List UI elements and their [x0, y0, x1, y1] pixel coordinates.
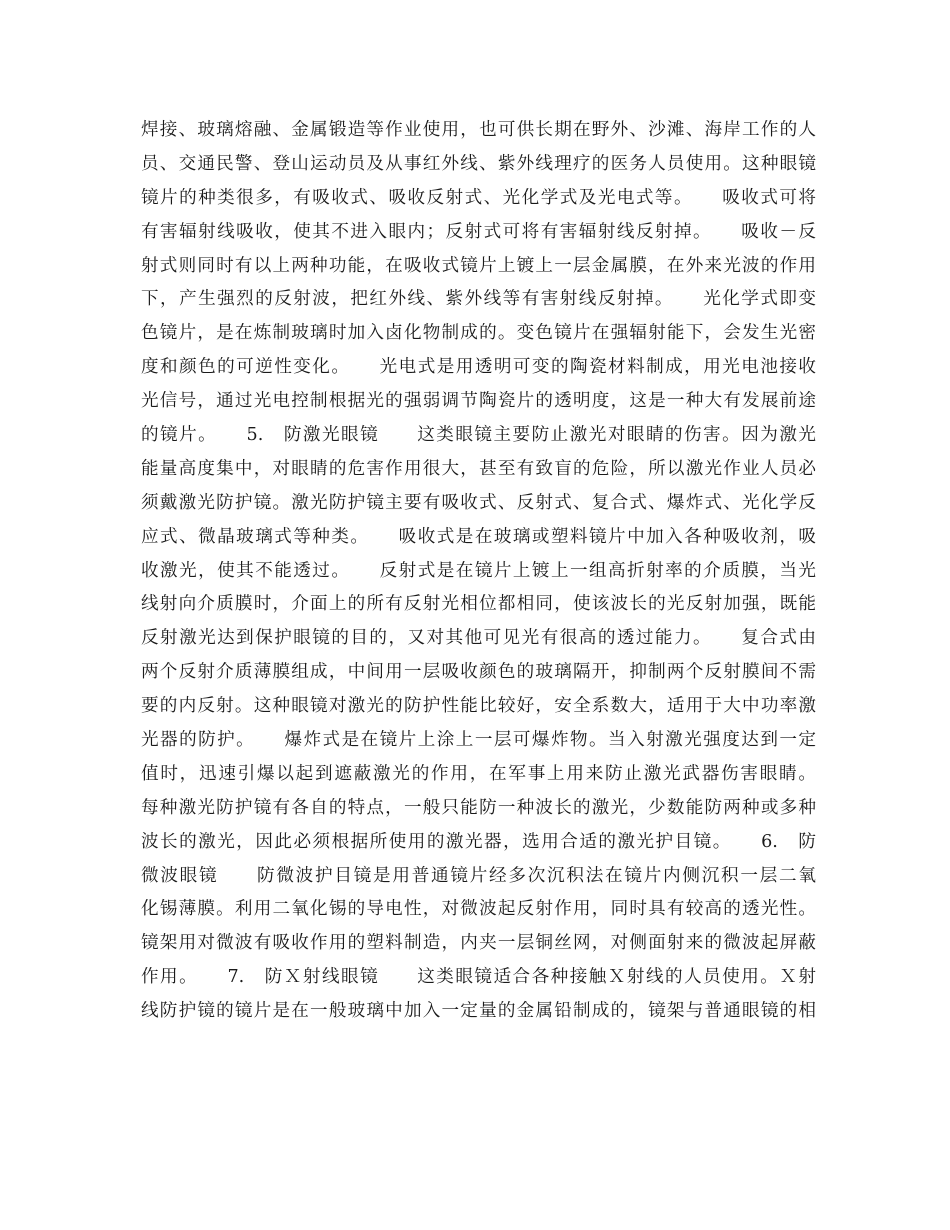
text-line: 应式、微晶玻璃式等种类。 吸收式是在玻璃或塑料镜片中加入各种吸收剂，吸	[141, 526, 816, 547]
text-line: 能量高度集中，对眼睛的危害作用很大，甚至有致盲的危险，所以激光作业人员必	[141, 458, 816, 479]
text-line: 线防护镜的镜片是在一般玻璃中加入一定量的金属铅制成的，镜架与普通眼镜的相	[141, 1001, 816, 1022]
text-line: 光信号，通过光电控制根据光的强弱调节陶瓷片的透明度，这是一种大有发展前途	[141, 391, 816, 412]
text-line: 度和颜色的可逆性变化。 光电式是用透明可变的陶瓷材料制成，用光电池接收	[141, 357, 816, 378]
text-line: 微波眼镜 防微波护目镜是用普通镜片经多次沉积法在镜片内侧沉积一层二氧	[141, 865, 816, 886]
text-line: 线射向介质膜时，介面上的所有反射光相位都相同，使该波长的光反射加强，既能	[141, 594, 816, 615]
text-line: 收激光，使其不能透过。 反射式是在镜片上镀上一组高折射率的介质膜，当光	[141, 560, 816, 581]
text-line: 作用。 7. 防Ｘ射线眼镜 这类眼镜适合各种接触Ｘ射线的人员使用。Ｘ射	[141, 967, 816, 988]
text-line: 焊接、玻璃熔融、金属锻造等作业使用，也可供长期在野外、沙滩、海岸工作的人	[141, 120, 816, 140]
text-line: 波长的激光，因此必须根据所使用的激光器，选用合适的激光护目镜。 6. 防	[141, 831, 816, 852]
text-line: 射式则同时有以上两种功能，在吸收式镜片上镀上一层金属膜，在外来光波的作用	[141, 255, 816, 276]
text-line: 值时，迅速引爆以起到遮蔽激光的作用，在军事上用来防止激光武器伤害眼睛。	[141, 763, 816, 784]
body-text	[141, 114, 816, 1029]
text-line: 镜架用对微波有吸收作用的塑料制造，内夹一层铜丝网，对侧面射来的微波起屏蔽	[141, 933, 816, 954]
text-line: 的镜片。 5. 防激光眼镜 这类眼镜主要防止激光对眼睛的伤害。因为激光	[141, 425, 816, 446]
text-line: 须戴激光防护镜。激光防护镜主要有吸收式、反射式、复合式、爆炸式、光化学反	[141, 492, 816, 513]
text-line: 化锡薄膜。利用二氧化锡的导电性，对微波起反射作用，同时具有较高的透光性。	[141, 899, 816, 920]
text-line: 有害辐射线吸收，使其不进入眼内；反射式可将有害辐射线反射掉。 吸收－反	[141, 221, 816, 242]
text-line: 下，产生强烈的反射波，把红外线、紫外线等有害射线反射掉。 光化学式即变	[141, 289, 816, 310]
text-line: 要的内反射。这种眼镜对激光的防护性能比较好，安全系数大，适用于大中功率激	[141, 696, 816, 717]
text-line: 光器的防护。 爆炸式是在镜片上涂上一层可爆炸物。当入射激光强度达到一定	[141, 730, 816, 751]
text-line: 镜片的种类很多，有吸收式、吸收反射式、光化学式及光电式等。 吸收式可将	[141, 187, 816, 208]
text-line: 每种激光防护镜有各自的特点，一般只能防一种波长的激光，少数能防两种或多种	[141, 797, 816, 818]
text-line: 反射激光达到保护眼镜的目的，又对其他可见光有很高的透过能力。 复合式由	[141, 628, 816, 649]
text-line: 色镜片，是在炼制玻璃时加入卤化物制成的。变色镜片在强辐射能下，会发生光密	[141, 323, 816, 344]
text-line: 员、交通民警、登山运动员及从事红外线、紫外线理疗的医务人员使用。这种眼镜	[141, 153, 816, 174]
text-line: 两个反射介质薄膜组成，中间用一层吸收颜色的玻璃隔开，抑制两个反射膜间不需	[141, 662, 816, 683]
